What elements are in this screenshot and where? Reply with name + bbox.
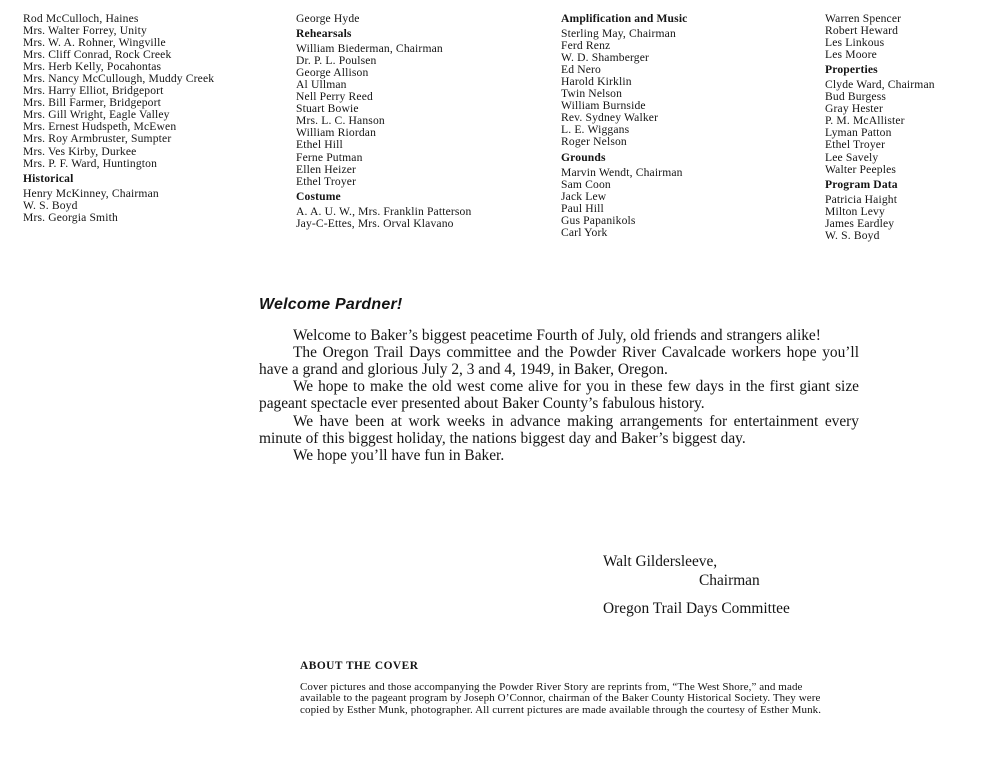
committee-member: Harold Kirklin	[561, 75, 632, 89]
committee-member: Mrs. Nancy McCullough, Muddy Creek	[23, 72, 215, 86]
committee-member: Lee Savely	[825, 150, 879, 164]
committee-member: Ferne Putman	[296, 150, 363, 164]
section-heading: Costume	[296, 189, 341, 203]
signature-name: Walt Gildersleeve,	[603, 553, 718, 570]
committee-member: Mrs. Herb Kelly, Pocahontas	[23, 60, 162, 74]
signature-block	[603, 552, 790, 618]
committee-member: Dr. P. L. Poulsen	[296, 54, 377, 68]
committee-member: Paul Hill	[561, 201, 604, 215]
committee-member: William Burnside	[561, 99, 646, 113]
committee-member: Ferd Renz	[561, 39, 611, 53]
welcome-letter	[259, 296, 859, 464]
committee-column-1	[23, 13, 214, 224]
committee-member: A. A. U. W., Mrs. Franklin Patterson	[296, 204, 472, 218]
committee-member: Al Ullman	[296, 78, 347, 92]
committee-member: William Biederman, Chairman	[296, 42, 443, 56]
committee-member: Lyman Patton	[825, 126, 892, 140]
committee-member: Mrs. Ernest Hudspeth, McEwen	[23, 120, 177, 134]
committee-member: Mrs. Georgia Smith	[23, 210, 118, 224]
section-heading: Properties	[825, 63, 878, 77]
committee-member: Stuart Bowie	[296, 102, 359, 116]
welcome-paragraph: We hope to make the old west come alive for you in these few days in the first giant size pageant spectacle ever presented about Baker County’s fabulous history.	[259, 378, 859, 413]
committee-member: Clyde Ward, Chairman	[825, 78, 935, 92]
committee-column-2	[296, 13, 471, 230]
committee-member: Milton Levy	[825, 204, 885, 218]
committee-member: Jack Lew	[561, 189, 607, 203]
welcome-paragraph: We have been at work weeks in advance making arrangements for entertainment every minute of this biggest holiday, the nations biggest day and Baker’s biggest day.	[259, 412, 859, 447]
section-heading: Program Data	[825, 177, 898, 191]
committee-member: Ellen Heizer	[296, 162, 357, 176]
committee-member: W. S. Boyd	[23, 198, 78, 212]
committee-member: Nell Perry Reed	[296, 90, 373, 104]
welcome-title: Welcome Pardner!	[259, 296, 403, 313]
committee-member: Ethel Troyer	[296, 174, 357, 188]
committee-member: Mrs. Cliff Conrad, Rock Creek	[23, 48, 172, 62]
committee-member: William Riordan	[296, 126, 377, 140]
section-heading: Amplification and Music	[561, 12, 688, 25]
committee-member: Mrs. Gill Wright, Eagle Valley	[23, 108, 170, 122]
committee-member: Henry McKinney, Chairman	[23, 186, 159, 200]
committee-member: Marvin Wendt, Chairman	[561, 165, 683, 179]
welcome-paragraph: We hope you’ll have fun in Baker.	[293, 446, 505, 464]
committee-member: Warren Spencer	[825, 12, 902, 25]
committee-member: W. S. Boyd	[825, 228, 880, 242]
committee-member: Ed Nero	[561, 63, 602, 77]
about-the-cover	[300, 661, 825, 716]
committee-member: Les Moore	[825, 48, 877, 62]
committee-member: Gray Hester	[825, 102, 883, 116]
signature-committee: Oregon Trail Days Committee	[603, 600, 790, 617]
committee-column-4	[825, 13, 935, 242]
section-heading: Grounds	[561, 150, 606, 164]
committee-member: Rev. Sydney Walker	[561, 111, 659, 125]
committee-member: James Eardley	[825, 216, 895, 230]
committee-member: Gus Papanikols	[561, 213, 636, 227]
committee-member: Sam Coon	[561, 177, 611, 191]
committee-member: Bud Burgess	[825, 90, 887, 104]
committee-member: Mrs. Roy Armbruster, Sumpter	[23, 132, 172, 146]
committee-member: Jay-C-Ettes, Mrs. Orval Klavano	[296, 216, 454, 230]
committee-member: Ethel Troyer	[825, 138, 886, 152]
signature-title: Chairman	[699, 572, 760, 589]
committee-member: Mrs. Harry Elliot, Bridgeport	[23, 84, 164, 98]
committee-member: Mrs. Ves Kirby, Durkee	[23, 144, 137, 158]
about-title: ABOUT THE COVER	[300, 660, 419, 672]
welcome-paragraph: The Oregon Trail Days committee and the Powder River Cavalcade workers hope you’ll have a grand and glorious July 2, 3 and 4, 1949, in Baker, Oregon.	[259, 344, 859, 379]
committee-member: W. D. Shamberger	[561, 51, 650, 65]
committee-member: P. M. McAllister	[825, 114, 905, 128]
committee-member: George Allison	[296, 66, 369, 80]
committee-member: Mrs. Walter Forrey, Unity	[23, 24, 147, 38]
welcome-paragraph: Welcome to Baker’s biggest peacetime Fourth of July, old friends and strangers alike!	[293, 327, 821, 345]
committee-member: Carl York	[561, 225, 608, 239]
committee-column-3	[561, 13, 687, 239]
committee-member: L. E. Wiggans	[561, 123, 630, 137]
committee-member: Mrs. W. A. Rohner, Wingville	[23, 36, 166, 50]
committee-member: Patricia Haight	[825, 192, 898, 206]
committee-member: Rod McCulloch, Haines	[23, 12, 139, 25]
committee-member: George Hyde	[296, 12, 360, 25]
committee-member: Sterling May, Chairman	[561, 27, 676, 41]
committee-member: Mrs. P. F. Ward, Huntington	[23, 156, 158, 170]
section-heading: Rehearsals	[296, 27, 352, 41]
committee-member: Mrs. Bill Farmer, Bridgeport	[23, 96, 162, 110]
about-text: Cover pictures and those accompanying the Powder River Story are reprints from, “The West Shore,” and made available to the pageant program by Joseph O’Connor, chairman of the Baker County Historical Society. They were copied by Esther Munk, photographer. All current pictures are made available through the courtesy of Esther Munk.	[300, 680, 822, 716]
committee-member: Walter Peeples	[825, 162, 897, 176]
committee-member: Robert Heward	[825, 24, 899, 38]
committee-member: Ethel Hill	[296, 138, 343, 152]
committee-member: Roger Nelson	[561, 135, 627, 149]
committee-member: Twin Nelson	[561, 87, 623, 101]
section-heading: Historical	[23, 171, 74, 185]
committee-member: Les Linkous	[825, 36, 885, 50]
committee-member: Mrs. L. C. Hanson	[296, 114, 385, 128]
